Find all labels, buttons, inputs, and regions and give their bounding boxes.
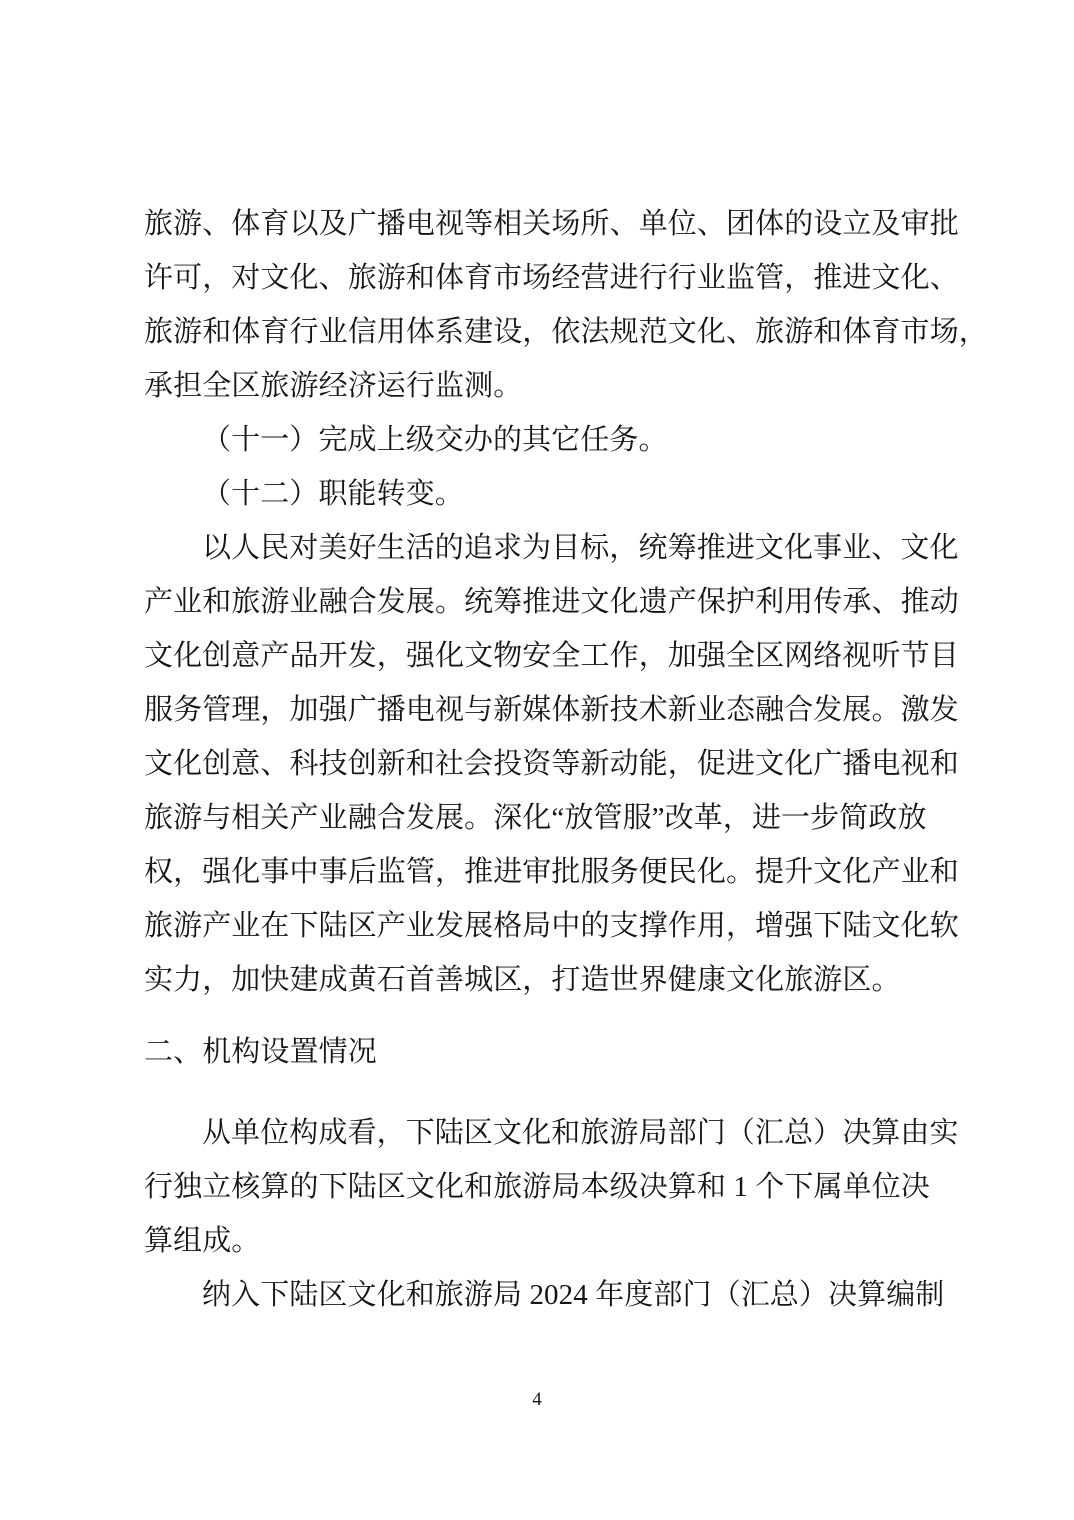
text-line: 权，强化事中事后监管，推进审批服务便民化。提升文化产业和	[144, 856, 959, 888]
text-line: 算组成。	[144, 1225, 261, 1257]
text-line: 纳入下陆区文化和旅游局 2024 年度部门（汇总）决算编制	[202, 1279, 945, 1311]
text-line: 旅游产业在下陆区产业发展格局中的支撑作用，增强下陆文化软	[144, 910, 959, 942]
text-line: （十二）职能转变。	[202, 478, 464, 510]
text-line: 文化创意、科技创新和社会投资等新动能，促进文化广播电视和	[144, 748, 959, 780]
text-line: 旅游和体育行业信用体系建设，依法规范文化、旅游和体育市场，	[144, 316, 988, 348]
text-line: 以人民对美好生活的追求为目标，统筹推进文化事业、文化	[202, 532, 959, 564]
text-line: 文化创意产品开发，强化文物安全工作，加强全区网络视听节目	[144, 640, 959, 672]
text-line: 从单位构成看，下陆区文化和旅游局部门（汇总）决算由实	[202, 1117, 959, 1149]
text-line: 承担全区旅游经济运行监测。	[144, 370, 523, 402]
text-line: 行独立核算的下陆区文化和旅游局本级决算和 1 个下属单位决	[144, 1171, 930, 1203]
text-line: 旅游、体育以及广播电视等相关场所、单位、团体的设立及审批	[144, 208, 959, 240]
text-line: 服务管理，加强广播电视与新媒体新技术新业态融合发展。激发	[144, 694, 959, 726]
text-line: 产业和旅游业融合发展。统筹推进文化遗产保护利用传承、推动	[144, 586, 959, 618]
page-body	[144, 197, 988, 1322]
page-number: 4	[532, 1389, 542, 1410]
text-line: 旅游与相关产业融合发展。深化“放管服”改革，进一步简政放	[144, 802, 927, 834]
text-line: （十一）完成上级交办的其它任务。	[202, 424, 668, 456]
text-line: 许可，对文化、旅游和体育市场经营进行行业监管，推进文化、	[144, 262, 959, 294]
text-line: 实力，加快建成黄石首善城区，打造世界健康文化旅游区。	[144, 964, 901, 996]
section-heading: 二、机构设置情况	[144, 1036, 377, 1068]
